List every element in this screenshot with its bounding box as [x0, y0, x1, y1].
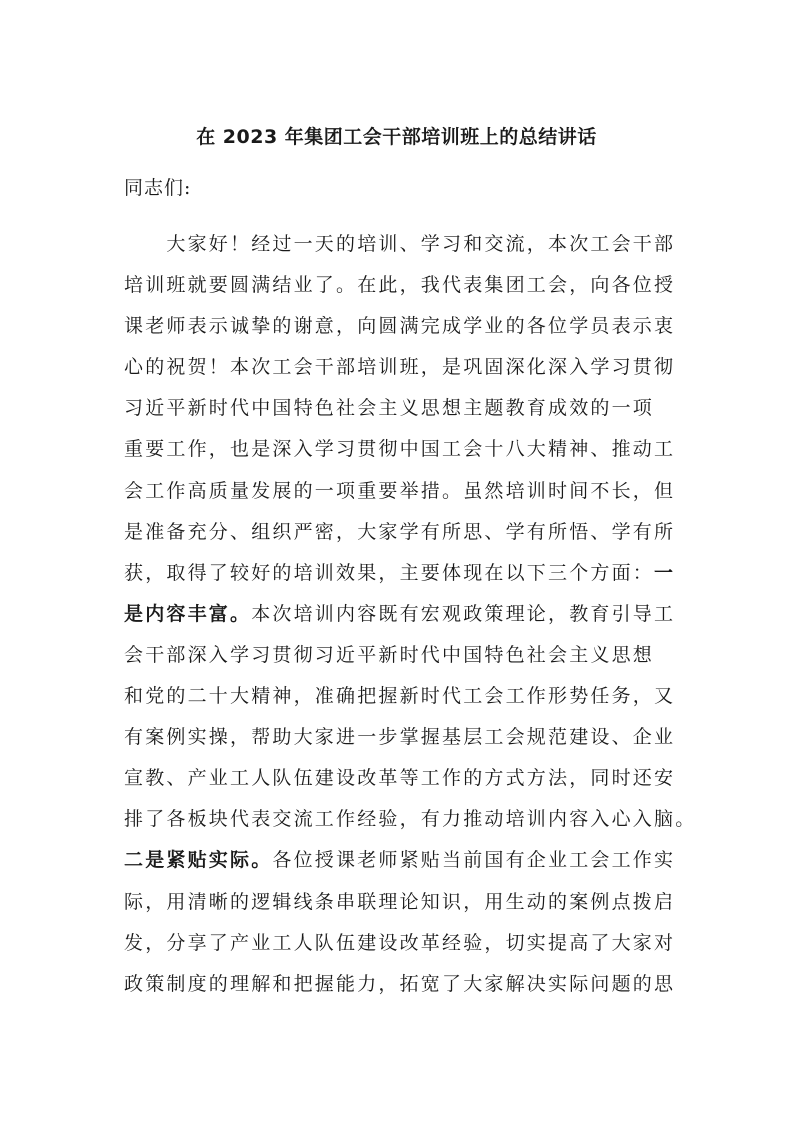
- document-title: 在 2023 年集团工会干部培训班上的总结讲话: [196, 126, 597, 148]
- body-line: [124, 429, 694, 470]
- body-line: [124, 265, 694, 306]
- body-line: [124, 758, 694, 799]
- body-text: 和党的二十大精神，准确把握新时代工会工作形势任务，又: [124, 685, 676, 708]
- body-line: [124, 553, 694, 594]
- body-text: 是准备充分、组织严密，大家学有所思、学有所悟、学有所: [124, 520, 676, 543]
- body-line: [124, 224, 694, 265]
- body-text: 获，取得了较好的培训效果，主要体现在以下三个方面：: [124, 561, 655, 584]
- body-line: [124, 512, 694, 553]
- body-text: 重要工作，也是深入学习贯彻中国工会十八大精神、推动工: [124, 438, 676, 461]
- emphasis-text: 一: [654, 561, 676, 584]
- body-line: [124, 799, 697, 840]
- salutation: 同志们:: [124, 177, 192, 199]
- body-line: [124, 882, 694, 923]
- body-line: [124, 635, 694, 676]
- body-text: 培训班就要圆满结业了。在此，我代表集团工会，向各位授: [124, 274, 676, 297]
- body-line: [124, 964, 694, 1005]
- body-text: 大家好！经过一天的培训、学习和交流，本次工会干部: [124, 233, 676, 255]
- body-line: [124, 717, 694, 758]
- body-text: 有案例实操，帮助大家进一步掌握基层工会规范建设、企业: [124, 726, 676, 749]
- body-line: [124, 306, 694, 347]
- body-line: [124, 840, 694, 881]
- body-text: 政策制度的理解和把握能力，拓宽了大家解决实际问题的思: [124, 972, 676, 995]
- body-text: 宣教、产业工人队伍建设改革等工作的方式方法，同时还安: [124, 767, 676, 790]
- body-line: [124, 347, 694, 388]
- body-text: 际，用清晰的逻辑线条串联理论知识，用生动的案例点拨启: [124, 890, 676, 913]
- body-line: [124, 388, 694, 429]
- body-text: 心的祝贺！本次工会干部培训班，是巩固深化深入学习贯彻: [124, 356, 676, 379]
- body-line: [124, 923, 694, 964]
- body-line: [124, 594, 694, 635]
- body-text: 会工作高质量发展的一项重要举措。虽然培训时间不长，但: [124, 479, 676, 502]
- emphasis-text: 二是紧贴实际。: [124, 849, 273, 872]
- body-text: 发，分享了产业工人队伍建设改革经验，切实提高了大家对: [124, 931, 676, 954]
- body-line: [124, 471, 694, 512]
- body-text: 各位授课老师紧贴当前国有企业工会工作实: [272, 849, 676, 872]
- body-text: 习近平新时代中国特色社会主义思想主题教育成效的一项: [124, 397, 655, 420]
- emphasis-text: 是内容丰富。: [124, 602, 252, 625]
- body-text: 会干部深入学习贯彻习近平新时代中国特色社会主义思想: [124, 643, 655, 666]
- body-line: [124, 676, 694, 717]
- speech-body: [124, 224, 697, 1005]
- body-text: 课老师表示诚挚的谢意，向圆满完成学业的各位学员表示衷: [124, 315, 676, 338]
- body-text: 排了各板块代表交流工作经验，有力推动培训内容入心入脑。: [124, 808, 697, 831]
- body-text: 本次培训内容既有宏观政策理论，教育引导工: [251, 602, 676, 625]
